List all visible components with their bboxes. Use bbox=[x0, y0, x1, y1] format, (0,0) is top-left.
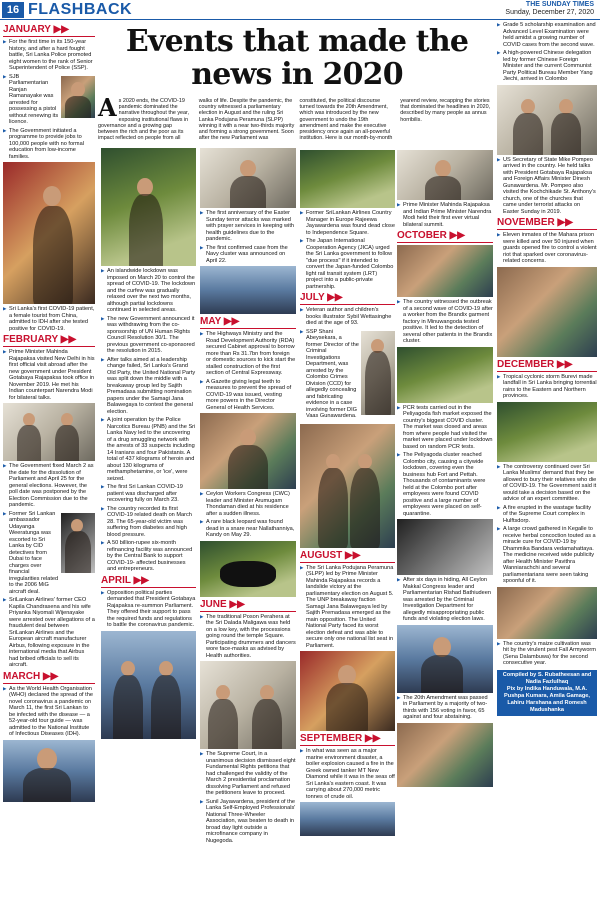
photo bbox=[397, 625, 493, 693]
news-item: ▶ The 20th Amendment was passed in Parliament by a majority of two-thirds with 156 voting in favor, 65 against and four abstaining. bbox=[397, 695, 493, 721]
news-item: ▶ Eleven inmates of the Mahara prison were killed and over 50 injured when guards opened fire to control a violent riot that sparked over coronavirus-related concerns. bbox=[497, 232, 597, 265]
news-item: ▶ Opposition political parties demanded that President Gotabaya Rajapaksa re-summon Parliament. They offered their support to pass the required funds and regulations to battle the coronavirus pandemic. bbox=[101, 590, 196, 629]
column-4 bbox=[300, 150, 395, 838]
credits-pix: Pix by Indika Handuwala, M.A. Pushpa Kumara, Amila Gamage, Lahiru Harshana and Romesh Madushanka bbox=[504, 685, 590, 713]
intro-body: s 2020 ends, the COVID-19 pandemic dominated the narrative throughout the year, exposing institutional flaws in governance and a growing gap between the rich and the poor as its impact reflected on people from all walks of life. Despite the pandemic, the country witnessed a parliamentary election in August and the ruling Sri Lanka Podujana Peramuna (SLPP) winning it with a near two-thirds majority and forming a strong government. Soon after the new Parliament was constituted, the political discourse turned towards the 20th Amendment, which was introduced by the new government to undo the 19th amendment and make the executive presidency once again an all-powerful institution. Here is our month-by-month yearend review, recapping the stories that dominated the headlines in 2020, described by many people as annus horribilis. bbox=[98, 98, 491, 142]
news-item: ▶ As the World Health Organisation (WHO) declared the spread of the novel coronavirus a pandemic on March 11, the first Sri Lankan to be infected with the disease — a 52-year-old tour guide — was admitted to the National Institute of Infectious Diseases (IDH). bbox=[3, 686, 95, 738]
section-title: FLASHBACK bbox=[28, 1, 133, 18]
credits bbox=[497, 670, 597, 716]
photo bbox=[397, 347, 493, 403]
news-item: ▶ The Sri Lanka Podujana Peramuna (SLPP) led by Prime Minister Mahinda Rajapaksa records a landslide victory at the parliamentary election on August 5. The UNP breakaway faction Samagi Jana Balawegaya led by Sajith Premadasa emerged as the main opposition. The United National Party faced its worst election defeat and was able to secure only one national list seat in Parliament. bbox=[300, 565, 395, 650]
month-february: FEBRUARY ▶▶ bbox=[3, 334, 95, 347]
photo bbox=[497, 85, 597, 155]
news-item: ▶ The Japan International Cooperation Agency (JICA) urged the Sri Lanka government to follow "due process" if it intended to convert the Japan-funded Colombo light rail transit system (LRT) project into a public-private partnership. bbox=[300, 238, 395, 290]
month-april: APRIL ▶▶ bbox=[101, 575, 196, 588]
month-september: SEPTEMBER ▶▶ bbox=[300, 733, 395, 746]
news-item: ▶ A 50 billion-rupee six-month refinancing facility was announced by the Central Bank to support COVID-19- affected businesses and entrepreneurs. bbox=[101, 540, 196, 573]
photo bbox=[61, 76, 95, 118]
photo bbox=[101, 148, 196, 266]
photo bbox=[61, 513, 95, 573]
news-item: ▶ PCR tests carried out in the Peliyagoda fish market exposed the country's biggest COVID cluster. The market was closed and areas from where people had visited the market were placed under lockdown based on random PCR tests. bbox=[397, 405, 493, 451]
photo bbox=[497, 587, 597, 639]
month-may: MAY ▶▶ bbox=[200, 316, 296, 329]
photo bbox=[397, 150, 493, 200]
news-item: ▶ After six days in hiding, All Ceylon Makkal Congress leader and Parliamentarian Rishad Bathiudeen was arrested by the Criminal Investigation Department for allegedly misappropriating public funds and violating election laws. bbox=[397, 577, 493, 623]
photo bbox=[101, 631, 196, 739]
news-item: ▶ For the first time in its 150-year history, and after a hard fought battle, Sri Lanka Police promoted eight women to the rank of Senior Superintendent of Police (SSP). bbox=[3, 39, 95, 72]
paper-name: THE SUNDAY TIMES bbox=[525, 1, 594, 8]
news-item: ▶ The country recorded its first COVID-19 related death on March 28. The 65-year-old victim was suffering from diabetes and high blood pressure. bbox=[101, 506, 196, 539]
news-item: ▶ A joint operation by the Police Narcotics Bureau (PNB) and the Sri Lanka Navy led to the uncovering of a drug smuggling network with the arrests of 33 suspects including 14 Iranians and four Pakistanis. A total of 437 kilograms of heroin and about 130 kilograms of methamphetamine, or 'ice', were seized. bbox=[101, 417, 196, 482]
news-item: ▶ The controversy continued over Sri Lanka Muslims' demand that they be allowed to bury their relatives who die of COVID-19. The Government said it would take a decision based on the advice of an expert committee. bbox=[497, 464, 597, 503]
photo bbox=[200, 541, 296, 597]
news-item: ▶ A rare black leopard was found dead in a snare near Nallathanniya, Kandy on May 29. bbox=[200, 519, 296, 539]
month-december: DECEMBER ▶▶ bbox=[497, 359, 597, 372]
news-item: ▶ SSP Shani Abeysekara, a former Director of the Criminal Investigations Department, was arrested by the Colombo Crimes Division (CCD) for allegedly concealing and fabricating evidence in a case involving former DIG Vaas Gunawardena. bbox=[300, 329, 359, 420]
photo bbox=[300, 651, 395, 731]
news-item: ▶ The first Sri Lankan COVID-19 patient was discharged after recovering fully on March 23. bbox=[101, 484, 196, 504]
month-august: AUGUST ▶▶ bbox=[300, 550, 395, 563]
news-item: ▶ Sunil Jayawardena, president of the Lanka Self-Employed Professionals' National Three-Wheeler Association, was beaten to death in broad day light outside a microfinance company in Nugegoda. bbox=[200, 799, 296, 845]
column-5 bbox=[397, 150, 493, 789]
issue-date: Sunday, December 27, 2020 bbox=[505, 9, 594, 16]
news-item: ▶ In what was seen as a major marine environment disaster, a boiler explosion caused a fire in the Greek owned tanker MT New Diamond while it was in the seas off Sri Lanka's eastern coast. It was carrying about 270,000 metric tonnes of crude oil. bbox=[300, 748, 395, 800]
column-3 bbox=[200, 148, 296, 846]
photo bbox=[300, 802, 395, 836]
photo bbox=[3, 403, 95, 461]
photo bbox=[361, 331, 395, 415]
photo bbox=[3, 162, 95, 304]
photo bbox=[397, 519, 493, 575]
masthead bbox=[0, 0, 600, 20]
photo bbox=[300, 150, 395, 208]
news-item: ▶ The Peliyagoda cluster reached Colombo city, causing a citywide lockdown, covering even the business hub Fort and Pettah. Thousands of contaminants were held at the Colombo port after employees were found COVID positive and a large number of employees were placed on self-quarantine. bbox=[397, 452, 493, 517]
photo bbox=[200, 661, 296, 749]
news-item: ▶ A high-powered Chinese delegation led by former Chinese Foreign Minister and the current Communist Party Political Bureau Member Yang Jiechi, arrived in Colombo bbox=[497, 50, 597, 83]
column-1 bbox=[3, 22, 95, 804]
news-item: ▶ Tropical cyclonic storm Burevi made landfall in Sri Lanka bringing torrential rains to the Eastern and Northern provinces. bbox=[497, 374, 597, 400]
paper-info bbox=[505, 1, 594, 17]
news-item: ▶ The Government fixed March 2 as the date for the dissolution of Parliament and April 25 for the general elections. However, the poll date was postponed by the Election Commission due to the pandemic. bbox=[3, 463, 95, 509]
news-item: ▶ A fire erupted in the wastage facility of the Supreme Court complex in Hulftsdorp. bbox=[497, 505, 597, 525]
month-january: JANUARY ▶▶ bbox=[3, 24, 95, 37]
page-number: 16 bbox=[2, 2, 24, 18]
page-headline: Events that made the news in 2020 bbox=[125, 24, 469, 92]
news-item: ▶ Prime Minister Mahinda Rajapaksa visited New Delhi in his first official visit abroad after the new government under President Gotabaya Rajapaksa took office in November 2019. He met his Indian counterpart Narendra Modi for bilateral talks. bbox=[3, 349, 95, 401]
news-item: ▶ The country's maize cultivation was hit by the virulent pest Fall Armyworm (Sena Dalambuwa) for the second consecutive year. bbox=[497, 641, 597, 667]
news-item: ▶ Prime Minister Mahinda Rajapaksa and Indian Prime Minister Narendra Modi held their first ever virtual bilateral summit. bbox=[397, 202, 493, 228]
news-item: ▶ After talks aimed at a leadership change failed, Sri Lanka's Grand Old Party, the United National Party was split down the middle with a breakaway group led by Sajith Premadasa submitting nomination papers under the Samagi Jana Balawegaya to contest the general election. bbox=[101, 357, 196, 416]
credits-compiled: Compiled by S. Rubatheesan and Nadia Fazlulhaq bbox=[502, 671, 592, 685]
photo bbox=[200, 148, 296, 208]
photo bbox=[200, 266, 296, 314]
column-2 bbox=[101, 148, 196, 741]
column-6 bbox=[497, 22, 597, 716]
news-item: ▶ A large crowd gathered in Kegalle to receive herbal concoction touted as a miracle cure for COVID-19 by Dhammika Bandara vedamahattaya. The medicine received wide publicity after Health Minister Pavithra Wanniarachchi and several parliamentarians were seen taking spoonful of it. bbox=[497, 526, 597, 585]
month-june: JUNE ▶▶ bbox=[200, 599, 296, 612]
news-item: ▶ The first anniversary of the Easter Sunday terror attacks was marked with prayer services in keeping with health guidelines due to the pandemic. bbox=[200, 210, 296, 243]
month-march: MARCH ▶▶ bbox=[3, 671, 95, 684]
photo bbox=[497, 402, 597, 462]
news-item: ▶ The Supreme Court, in a unanimous decision dismissed eight Fundamental Rights petitions that had challenged the validity of the March 2 presidential proclamation dissolving Parliament and refused the petitioners leave to proceed. bbox=[200, 751, 296, 797]
news-item: ▶ US Secretary of State Mike Pompeo arrived in the country. He held talks with President Gotabaya Rajapaksa and Foreign Affairs Minister Dinesh Gunawardena. Mr. Pompeo also visited the Kochchikade St. Anthony's church, one of the churches that came under terrorist attacks on Easter Sunday in 2019. bbox=[497, 157, 597, 216]
month-october: OCTOBER ▶▶ bbox=[397, 230, 493, 243]
news-item: ▶ The Highways Ministry and the Road Development Authority (RDA) secured Cabinet approval to borrow more than Rs 31.7bn from foreign or domestic sources to kick start the stalled construction of the first section of Central Expressway. bbox=[200, 331, 296, 377]
photo bbox=[200, 413, 296, 489]
news-item: ▶ The country witnessed the outbreak of a second wave of COVID-19 after a worker from the Brandix garment factory in Minuwangoda tested positive. It led to the detection of several other patients in the Brandix cluster. bbox=[397, 299, 493, 345]
news-item: ▶ The new Government announced it was withdrawing from the co-sponsorship of UN Human Rights Council Resolution 30/1. The previous government co-sponsored the resolution in 2015. bbox=[101, 316, 196, 355]
photo bbox=[397, 723, 493, 787]
news-item: ▶ A Gazette giving legal teeth to measures to prevent the spread of COVID-19 was issued, vesting more powers in the Director General of Health Services. bbox=[200, 379, 296, 412]
news-item: ▶ Grade 5 scholarship examination and Advanced Level Examination were held amidst a growing number of COVID cases from the second wave. bbox=[497, 22, 597, 48]
photo bbox=[300, 424, 395, 548]
photo bbox=[397, 245, 493, 297]
news-item: ▶ Former SriLankan Airlines Country Manager in Europe Rajeewa Jayawardena was found dead close to Independence Square. bbox=[300, 210, 395, 236]
photo bbox=[497, 267, 597, 357]
month-november: NOVEMBER ▶▶ bbox=[497, 217, 597, 230]
news-item: ▶ SriLankan Airlines' former CEO Kapila Chandrasena and his wife Priyanka Niyomali Wijenayake were arrested over allegations of a fraudulent deal between SriLankan Airlines and the European aircraft manufacturer Airbus, following exposure in the international media that Airbus had bribed officials to sell its aircraft. bbox=[3, 597, 95, 669]
news-item: ▶ SJB Parliamentarian Ranjan Ramanayake was arrested for possessing a pistol without renewing its licence. bbox=[3, 74, 59, 126]
news-item: ▶ The Government initiated a programme to provide jobs to 100,000 people with no formal education from low-income families. bbox=[3, 128, 95, 161]
news-item: ▶ Sri Lanka's first COVID-19 patient, a female tourist from China, admitted to IDH after she tested positive for COVID-19. bbox=[3, 306, 95, 332]
month-july: JULY ▶▶ bbox=[300, 292, 395, 305]
intro-text bbox=[98, 93, 496, 142]
dropcap: A bbox=[98, 93, 117, 122]
news-item: ▶ The traditional Poson Perahera at the Sri Dalada Maligawa was held on a low key, with the processions going round the temple Square. Participating drummers and dancers wore face-masks as advised by Health authorities. bbox=[200, 614, 296, 660]
photo bbox=[3, 740, 95, 802]
news-item: ▶ Former Sri Lankan ambassador Udayanga Weeratunga was escorted to Sri Lanka by CID detectives from Dubai to face charges over financial irregularities related to the 2006 MiG aircraft deal. bbox=[3, 511, 59, 596]
news-item: ▶ Ceylon Workers Congress (CWC) leader and Minister Arumugam Thondaman died at his residence after a sudden illness. bbox=[200, 491, 296, 517]
news-item: ▶ An islandwide lockdown was imposed on March 20 to control the spread of COVID-19. The lockdown and the curfew was gradually relaxed over the next two months, although partial lockdowns continued in selected areas. bbox=[101, 268, 196, 314]
news-item: ▶ The first confirmed case from the Navy cluster was announced on April 22. bbox=[200, 245, 296, 265]
news-item: ▶ Veteran author and children's books illustrator Sybil Wettasinghe died at the age of 93. bbox=[300, 307, 395, 327]
